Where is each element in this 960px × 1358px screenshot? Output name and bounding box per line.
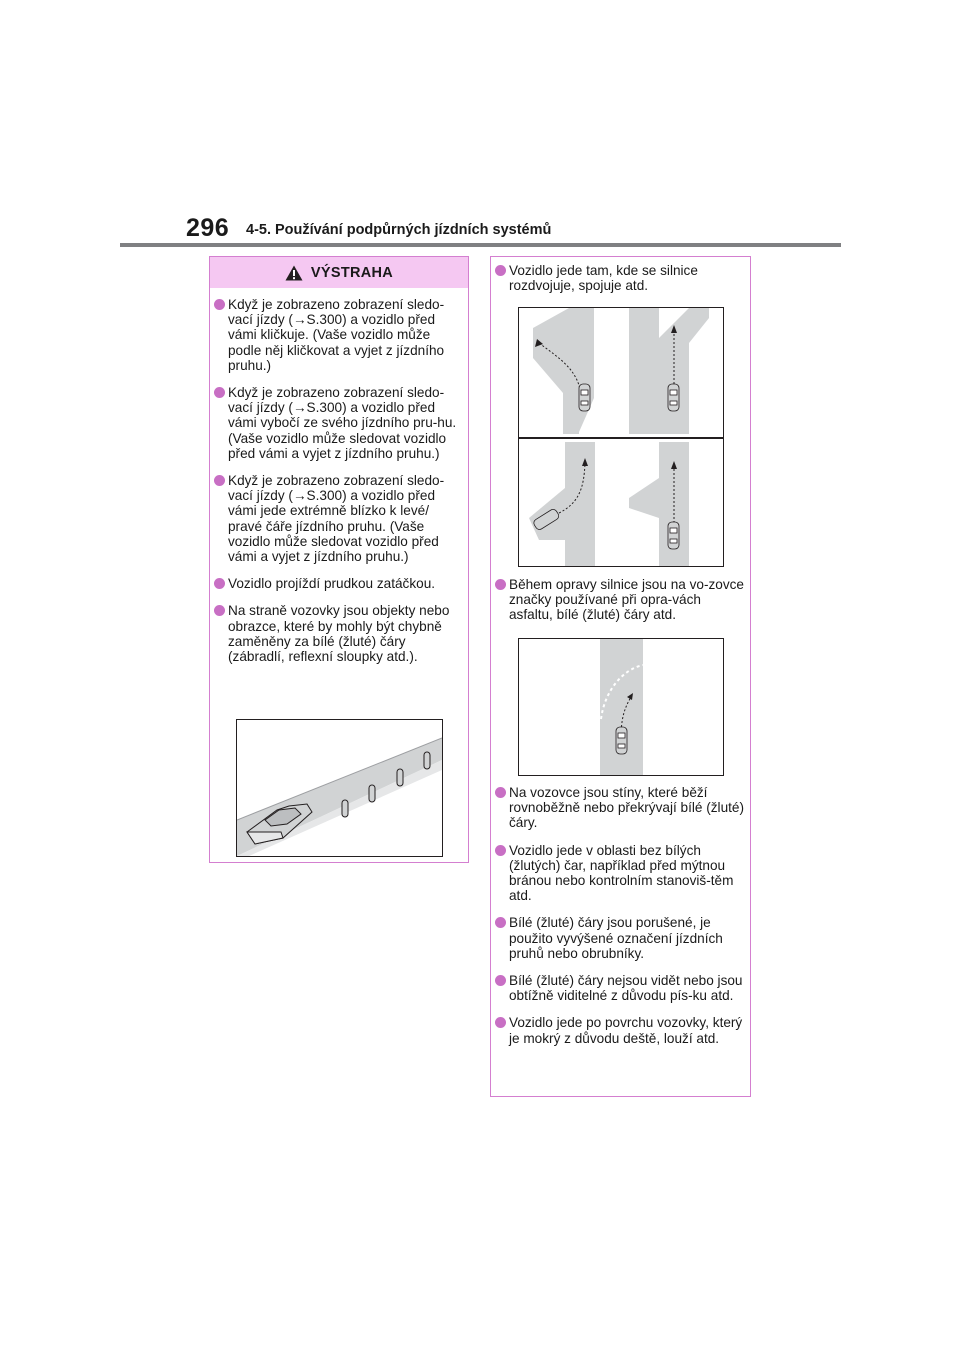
bullet-icon bbox=[214, 578, 225, 589]
road-conditions-list-middle bbox=[491, 577, 750, 623]
list-item-text: Během opravy silnice jsou na vo-zovce značky používané při opra-vách asfaltu, bílé (žluté) čáry atd. bbox=[509, 577, 744, 623]
list-item bbox=[210, 385, 460, 461]
bullet-icon bbox=[214, 605, 225, 616]
bullet-icon bbox=[495, 579, 506, 590]
list-item-text: Vozidlo jede tam, kde se silnice rozdvojuje, spojuje atd. bbox=[509, 263, 698, 294]
warning-list bbox=[210, 288, 468, 664]
road-repair-illustration bbox=[518, 638, 724, 776]
list-item bbox=[210, 603, 460, 664]
list-item bbox=[210, 576, 460, 591]
section-title: 4-5. Používání podpůrných jízdních systémů bbox=[246, 222, 552, 238]
header-rule bbox=[120, 243, 841, 247]
bullet-icon bbox=[495, 1017, 506, 1028]
bullet-icon bbox=[495, 917, 506, 928]
bullet-icon bbox=[495, 787, 506, 798]
list-item bbox=[491, 263, 744, 293]
car-icon bbox=[616, 727, 627, 754]
list-item bbox=[210, 297, 460, 373]
road-repair-scene bbox=[519, 639, 723, 775]
car-icon bbox=[668, 522, 679, 549]
list-item-text: Když je zobrazeno zobrazení sledo-vací jízdy (→S.300) a vozidlo před vámi kličkuje. (Vaše vozidlo může podle něj kličkovat a vyjet z jízdního pruhu.) bbox=[228, 297, 445, 373]
fork-merge-scene bbox=[519, 308, 723, 566]
guardrail-scene bbox=[237, 720, 442, 856]
road-conditions-list-bottom bbox=[491, 785, 750, 1046]
list-item-text: Vozidlo jede v oblasti bez bílých (žlutých) čar, například před mýtnou bránou nebo kontrolním stanoviš-těm atd. bbox=[509, 842, 734, 904]
warning-header bbox=[210, 257, 468, 288]
bullet-icon bbox=[214, 475, 225, 486]
list-item-text: Bílé (žluté) čáry jsou porušené, je použito vyvýšené označení jízdních pruhů nebo obrubníky. bbox=[509, 915, 723, 961]
page-number: 296 bbox=[186, 214, 230, 242]
list-item bbox=[491, 915, 744, 961]
list-item bbox=[491, 843, 744, 904]
list-item-text: Na straně vozovky jsou objekty nebo obrazce, které by mohly být chybně zaměněny za bílé (žluté) čáry (zábradlí, reflexní sloupky atd.). bbox=[228, 603, 450, 665]
list-item-text: Vozidlo projíždí prudkou zatáčkou. bbox=[228, 576, 436, 592]
list-item bbox=[491, 1015, 744, 1045]
list-item bbox=[491, 785, 744, 831]
list-item bbox=[210, 473, 460, 564]
warning-panel bbox=[209, 256, 469, 863]
warning-title: VÝSTRAHA bbox=[310, 264, 394, 281]
road-conditions-list-top bbox=[491, 263, 750, 293]
bullet-icon bbox=[495, 265, 506, 276]
bullet-icon bbox=[495, 975, 506, 986]
guardrail-illustration bbox=[236, 719, 443, 857]
list-item bbox=[491, 577, 744, 623]
bullet-icon bbox=[214, 299, 225, 310]
list-item-text: Když je zobrazeno zobrazení sledo-vací jízdy (→S.300) a vozidlo před vámi jede extrémně blízko k levé/ pravé čáře jízdního pruhu. (Vaše vozidlo může sledovat vozidlo před vámi a vyjet z jízdního pruhu.) bbox=[228, 473, 445, 565]
list-item-text: Když je zobrazeno zobrazení sledo-vací jízdy (→S.300) a vozidlo před vámi vybočí ze svého jízdního pru-hu. (Vaše vozidlo může sledovat vozidlo před vámi a vyjet z jízdního pruhu.) bbox=[228, 385, 457, 461]
list-item-text: Bílé (žluté) čáry nejsou vidět nebo jsou obtížně viditelné z důvodu pís-ku atd. bbox=[509, 973, 743, 1004]
list-item bbox=[491, 973, 744, 1003]
right-panel bbox=[490, 256, 751, 1097]
bullet-icon bbox=[495, 845, 506, 856]
car-icon bbox=[668, 384, 679, 411]
fork-merge-illustration bbox=[518, 307, 724, 567]
car-icon bbox=[579, 384, 590, 411]
list-item-text: Na vozovce jsou stíny, které běží rovnoběžně nebo překrývají bílé (žluté) čáry. bbox=[509, 785, 744, 831]
bullet-icon bbox=[214, 387, 225, 398]
list-item-text: Vozidlo jede po povrchu vozovky, který je mokrý z důvodu deště, louží atd. bbox=[509, 1015, 743, 1046]
warning-triangle-icon bbox=[285, 265, 303, 281]
